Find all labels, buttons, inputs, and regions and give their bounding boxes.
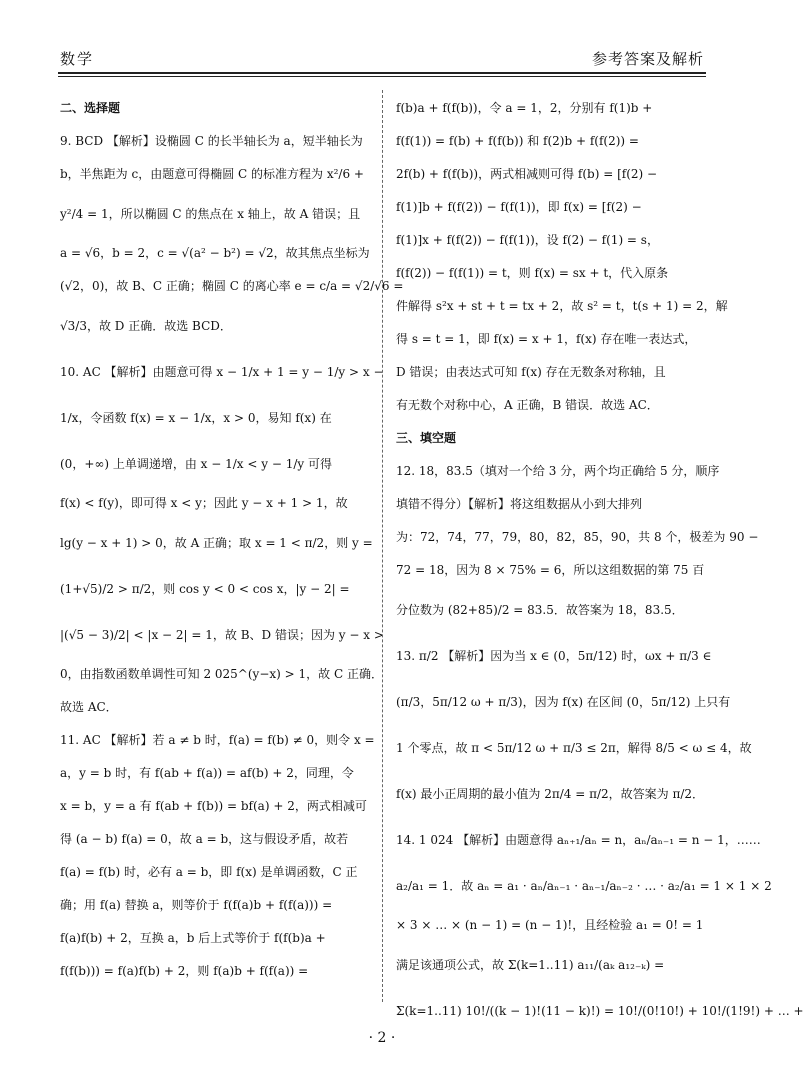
text-line: f(1)]x + f(f(2)) − f(f(1))，设 f(2) − f(1) = s， bbox=[396, 233, 659, 247]
text-line: f(f(2)) − f(f(1)) = t，则 f(x) = sx + t，代入原条 bbox=[396, 266, 669, 280]
text-line: 为：72，74，77，79，80，82，85，90，共 8 个，极差为 90 − bbox=[396, 530, 759, 544]
text-line: 11. AC 【解析】若 a ≠ b 时，f(a) = f(b) ≠ 0，则令 x = bbox=[60, 733, 375, 747]
text-line: (π/3，5π/12 ω + π/3)，因为 f(x) 在区间 (0，5π/12) 上只有 bbox=[396, 695, 731, 709]
text-line: f(x) 最小正周期的最小值为 2π/4 = π/2，故答案为 π/2． bbox=[396, 787, 705, 801]
subject-label: 数学 bbox=[60, 50, 95, 68]
text-line: f(a) = f(b) 时，必有 a = b，即 f(x) 是单调函数，C 正 bbox=[60, 865, 358, 879]
doc-title: 参考答案及解析 bbox=[591, 50, 704, 68]
text-line: f(f(b))) = f(a)f(b) + 2，则 f(a)b + f(f(a)) = bbox=[60, 964, 309, 978]
text-line: 1 个零点，故 π < 5π/12 ω + π/3 ≤ 2π，解得 8/5 < ω ≤ 4，故 bbox=[396, 741, 752, 755]
text-line: f(f(1)) = f(b) + f(f(b)) 和 f(2)b + f(f(2)) = bbox=[396, 134, 639, 148]
right-column bbox=[396, 92, 804, 1034]
text-line: (1+√5)/2 > π/2，则 cos y < 0 < cos x，|y − 2| = bbox=[60, 582, 350, 596]
text-line: D 错误；由表达式可知 f(x) 存在无数条对称轴，且 bbox=[396, 365, 666, 379]
header-rule-thick bbox=[58, 72, 706, 74]
page-header bbox=[58, 46, 706, 72]
text-line: f(1)]b + f(f(2)) − f(f(1))，即 f(x) = [f(2) − bbox=[396, 200, 642, 214]
text-line: |(√5 − 3)/2| < |x − 2| = 1，故 B、D 错误；因为 y − x > bbox=[60, 628, 384, 642]
text-line: 得 (a − b) f(a) = 0，故 a = b，这与假设矛盾，故若 bbox=[60, 832, 349, 846]
text-line: 有无数个对称中心，A 正确，B 错误．故选 AC． bbox=[396, 398, 659, 412]
left-column bbox=[60, 92, 404, 988]
header-rule-thin bbox=[58, 76, 706, 77]
text-line: 0，由指数函数单调性可知 2 025^(y−x) > 1，故 C 正确． bbox=[60, 667, 383, 681]
text-line: 14. 1 024 【解析】由题意得 aₙ₊₁/aₙ = n，aₙ/aₙ₋₁ = n − 1，…… bbox=[396, 833, 761, 847]
column-divider bbox=[382, 90, 383, 1002]
text-line: b，半焦距为 c，由题意可得椭圆 C 的标准方程为 x²/6 + bbox=[60, 167, 364, 181]
text-line: 13. π/2 【解析】因为当 x ∈ (0，5π/12) 时，ωx + π/3 ∈ bbox=[396, 649, 712, 663]
text-line: 10. AC 【解析】由题意可得 x − 1/x + 1 = y − 1/y > x − bbox=[60, 365, 384, 379]
text-line: 件解得 s²x + st + t = tx + 2，故 s² = t，t(s + 1) = 2，解 bbox=[396, 299, 728, 313]
text-line: x = b，y = a 有 f(ab + f(b)) = bf(a) + 2，两式相减可 bbox=[60, 799, 367, 813]
text-line: f(x) < f(y)，即可得 x < y；因此 y − x + 1 > 1，故 bbox=[60, 496, 348, 510]
text-line: 9. BCD 【解析】设椭圆 C 的长半轴长为 a，短半轴长为 bbox=[60, 134, 363, 148]
text-line: √3/3，故 D 正确．故选 BCD． bbox=[60, 319, 232, 333]
text-line: 得 s = t = 1，即 f(x) = x + 1，f(x) 存在唯一表达式， bbox=[396, 332, 697, 346]
text-line: y²/4 = 1，所以椭圆 C 的焦点在 x 轴上，故 A 错误；且 bbox=[60, 207, 361, 221]
text-line: lg(y − x + 1) > 0，故 A 正确；取 x = 1 < π/2，则 y = bbox=[60, 536, 373, 550]
text-line: Σ(k=1..11) 10!/((k − 1)!(11 − k)!) = 10!/(0!10!) + 10!/(1!9!) + … + bbox=[396, 1004, 804, 1018]
text-line: f(a)f(b) + 2，互换 a，b 后上式等价于 f(f(b)a + bbox=[60, 931, 326, 945]
text-line: a = √6，b = 2，c = √(a² − b²) = √2，故其焦点坐标为 bbox=[60, 246, 370, 260]
text-line: 12. 18，83.5（填对一个给 3 分，两个均正确给 5 分，顺序 bbox=[396, 464, 720, 478]
text-line: (0，+∞) 上单调递增，由 x − 1/x < y − 1/y 可得 bbox=[60, 457, 332, 471]
text-line: (√2，0)，故 B、C 正确；椭圆 C 的离心率 e = c/a = √2/√6 = bbox=[60, 279, 404, 293]
text-line: 填错不得分）【解析】将这组数据从小到大排列 bbox=[396, 497, 643, 511]
text-line: 1/x，令函数 f(x) = x − 1/x，x > 0，易知 f(x) 在 bbox=[60, 411, 332, 425]
text-line: a₂/a₁ = 1．故 aₙ = a₁ · aₙ/aₙ₋₁ · aₙ₋₁/aₙ₋₂ · … · a₂/a₁ = 1 × 1 × 2 bbox=[396, 879, 772, 893]
text-line: a，y = b 时，有 f(ab + f(a)) = af(b) + 2，同理，令 bbox=[60, 766, 354, 780]
page-number: · 2 · bbox=[368, 1030, 396, 1046]
text-line: × 3 × … × (n − 1) = (n − 1)!，且经检验 a₁ = 0! = 1 bbox=[396, 918, 704, 932]
text-line: 确；用 f(a) 替换 a，则等价于 f(f(a)b + f(f(a))) = bbox=[60, 898, 333, 912]
text-line: f(b)a + f(f(b))，令 a = 1，2，分别有 f(1)b + bbox=[396, 101, 653, 115]
text-line: 2f(b) + f(f(b))，两式相减则可得 f(b) = [f(2) − bbox=[396, 167, 658, 181]
section-heading: 二、选择题 bbox=[60, 101, 121, 115]
text-line: 故选 AC． bbox=[60, 700, 118, 714]
text-line: 72 = 18，因为 8 × 75% = 6，所以这组数据的第 75 百 bbox=[396, 563, 705, 577]
text-line: 分位数为 (82+85)/2 = 83.5．故答案为 18，83.5． bbox=[396, 603, 684, 617]
section-heading: 三、填空题 bbox=[396, 431, 457, 445]
text-line: 满足该通项公式，故 Σ(k=1..11) a₁₁/(aₖ a₁₂₋ₖ) = bbox=[396, 958, 665, 972]
